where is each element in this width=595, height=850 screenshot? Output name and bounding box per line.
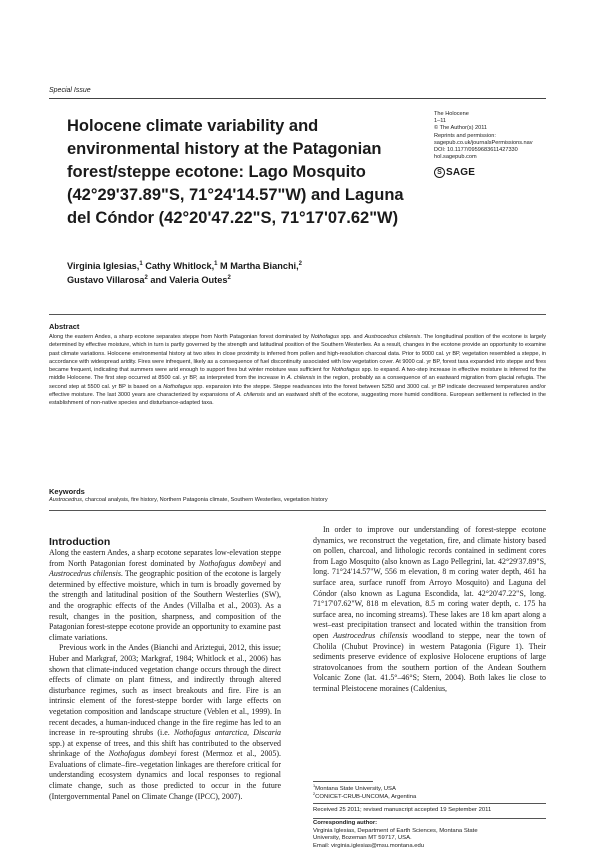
body-column-right	[313, 525, 546, 695]
footnote-divider	[313, 781, 373, 782]
copyright: © The Author(s) 2011	[434, 125, 488, 132]
reprints-label: Reprints and permission:	[434, 132, 496, 139]
corresponding-author-line: Virginia Iglesias, Department of Earth Sciences, Montana State	[313, 827, 478, 834]
author-name: M Martha Bianchi,	[220, 261, 299, 271]
abstract-text: Along the eastern Andes, a sharp ecotone separates steppe from North Patagonian forest dominated by Nothofagus spp. and Austrocedrus chilensis. The longitudinal position of the ecotone is largely determined by effective moisture, which in turn is partly governed by the strength and latitudinal position of the Southern Westerlies. As a result, changes in the ecotone provide an opportunity to examine past climate variations. Holocene environmental history at two sites in close proximity is inferred from pollen and high-resolution charcoal data. Prior to 9000 cal. yr BP, vegetation resembled a steppe, in accordance with widespread aridity. Fires were infrequent, likely as a consequence of fuel discontinuity associated with low vegetation cover. At 9000 cal. yr BP, forest taxa expanded into steppe and fires became frequent, indicating that summers were arid enough to support fires but winter moisture was sufficient for Nothofagus spp. to expand. A two-step increase in effective moisture is inferred for the middle Holocene. The first step occurred at 8500 cal. yr BP, as interpreted from the increase in A. chilensis in the region, probably as a consequence of an eastward migration from glacial refugia. The second step at 5500 cal. yr BP is based on a Nothofagus spp. expansion into the steppe. Steppe readvances into the forest between 5250 and 3000 cal. yr BP indicate decreased temperatures and/or effective moisture. The last 3000 years are characterized by expansions of A. chilensis and an eastward shift of the ecotone, suggesting more humid conditions. European settlement is reflected in the establishment of non-native species and disturbance-adapted taxa.	[49, 334, 546, 406]
special-issue-label: Special Issue	[49, 87, 91, 94]
author-affiliation-mark: 1	[214, 260, 218, 267]
author-name: Gustavo Villarosa	[67, 274, 145, 285]
abstract-heading: Abstract	[49, 322, 80, 331]
keywords-text: Austrocedrus, charcoal analysis, fire history, Northern Patagonia climate, Southern Westerlies, vegetation history	[49, 497, 328, 503]
author-affiliation-mark: 2	[227, 274, 231, 281]
affiliation-2: $^2$CONICET-CRUB-UNCOMA, Argentina	[313, 792, 417, 801]
corresponding-author-heading: Corresponding author:	[313, 820, 378, 826]
corresponding-author	[313, 820, 546, 850]
title-line: forest/steppe ecotone: Lago Mosquito	[67, 163, 366, 181]
article-title	[67, 115, 417, 230]
corresponding-author-line: University, Bozeman MT 59717, USA.	[313, 835, 412, 842]
title-line: environmental history at the Patagonian	[67, 140, 382, 158]
sage-logo: S SAGE	[434, 167, 475, 178]
author-name: Cathy Whitlock,	[145, 261, 215, 271]
paragraph: Along the eastern Andes, a sharp ecotone separates low-elevation steppe from North Patagonian forest dominated by Nothofagus dombeyi and Austrocedrus chilensis. The geographic position of the ecotone is largely determined by effective moisture, which in turn is broadly governed by the strength and latitudinal position of the Southern Westerlies (SW), and the orographic effects of the Andes (Villalba et al., 2003). As a result, changes in the position, sharpness, and composition of the Patagonian forest-steppe ecotone provide an opportunity to examine past climate variations.	[49, 548, 282, 642]
sage-logo-icon: S	[434, 167, 445, 178]
author-affiliation-mark: 2	[144, 274, 148, 281]
journal-name: The Holocene	[434, 111, 469, 117]
section-divider	[49, 510, 546, 511]
footnote-divider	[313, 803, 546, 804]
affiliation-1: $^1$Montana State University, USA	[313, 784, 396, 792]
author-name: Virginia Iglesias,	[67, 261, 140, 271]
corresponding-author-email[interactable]: Email: virginia.iglesias@msu.montana.edu	[313, 842, 425, 849]
doi[interactable]: DOI: 10.1177/0959683611427330	[434, 147, 518, 154]
page-range: 1–11	[434, 118, 447, 125]
author-name: and Valeria Outes	[150, 274, 228, 285]
received-dates: Received 25 2011; revised manuscript accepted 19 September 2011	[313, 807, 492, 813]
keywords-heading: Keywords	[49, 487, 85, 496]
header-divider	[49, 98, 546, 99]
paragraph: Previous work in the Andes (Bianchi and Ariztegui, 2012, this issue; Huber and Markgraf, 2003; Markgraf, 1984; Whitlock et al., 2006) has shown that climate-induced vegetation change occurs through the direct effects of climate on plant fitness, and indirectly through altered disturbance regimes, such as insect breakouts and fire. Fire is an intrinsic element of the forest-steppe border with large effects on vegetation composition and landscape structure (Veblen et al., 1999). In recent decades, a human-induced change in the fire regime has led to an increase in re-sprouting shrubs (i.e. Nothofagus antarctica, Discaria spp.) at expense of trees, and this shift has contributed to the observed shrinkage of the Nothofagus dombeyi forest (Mermoz et al., 2005). Evaluations of climate–fire–vegetation linkages are therefore critical for understanding ecosystem dynamics and local responses to regional climate change, such as those predicted to occur in the future (Intergovernmental Panel on Climate Change (IPCC), 2007).	[49, 643, 281, 801]
journal-info	[434, 111, 564, 161]
body-column-left	[49, 548, 281, 802]
footnote-divider	[313, 818, 546, 819]
affiliations	[313, 785, 546, 801]
title-line: Holocene climate variability and	[67, 117, 319, 135]
author-affiliation-mark: 2	[298, 260, 302, 267]
title-line: (42°29'37.89"S, 71°24'14.57"W) and Laguna	[67, 186, 404, 204]
introduction-heading: Introduction	[49, 536, 111, 548]
author-affiliation-mark: 1	[139, 260, 143, 267]
author-list	[67, 260, 427, 287]
title-line: del Cóndor (42°20'47.22"S, 71°17'07.62"W)	[67, 209, 399, 227]
paragraph: In order to improve our understanding of forest-steppe ecotone dynamics, we reconstruct the vegetation, fire, and climate history based on pollen, charcoal, and lithologic records contained in sediment cores from Lago Mosquito (also known as Lago Pellegrini, lat. 42°29'37.89"S, long. 71°24'14.57"W, 556 m elevation, 8 m coring water depth, 461 ha surface area, surface runoff from Arroyo Mosquito) and Laguna del Cóndor (also known as Laguna Escondida, lat. 42°20'47.22"S, long. 71°17'07.62"W, 818 m elevation, 8.5 m coring water depth, c. 175 ha surface area, no incoming streams). These lakes are 18 km apart along a west–east precipitation transect and located within the transition from open Austrocedrus chilensis woodland to steppe, near the town of Cholila (Chubut Province) in western Patagonia (Figure 1). Their sediments preserve evidence of explosive Holocene eruptions of large stratovolcanoes from the southern portion of the Andean Southern Volcanic Zone (lat. 41.5°–46°S; Stern, 2004). Both lakes lie close to terminal Pleistocene moraines (Caldenius,	[313, 525, 546, 693]
journal-url[interactable]: hol.sagepub.com	[434, 154, 477, 161]
abstract-section	[49, 314, 546, 407]
permissions-url[interactable]: sagepub.co.uk/journalsPermissions.nav	[434, 139, 533, 146]
